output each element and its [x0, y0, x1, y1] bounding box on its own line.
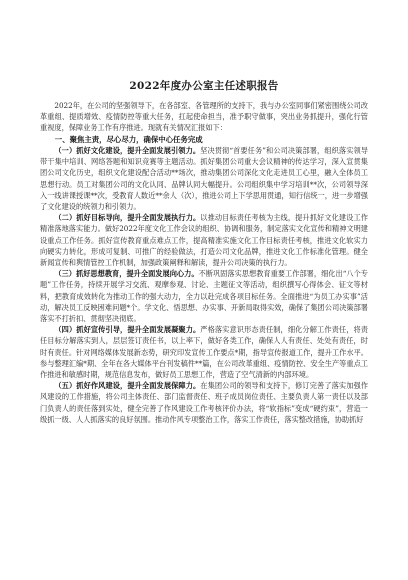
- item-lead-4: （四）抓好宣传引导，提升全面发展凝聚力。: [54, 325, 201, 335]
- intro-paragraph: 2022年，在公司的坚强领导下，在各部室、各管理所的支持下，我与办公室同事们紧密围绕公司改革重组、提质增效、疫情防控等重大任务，扛起使命担当，准予职守做事，突出业务抓提升，强化行管重视度，保障业务工作有序推进。现就有关情况汇报如下：: [40, 101, 368, 133]
- item-lead-5: （五）抓好作风建设，提升全面发展保障力。: [54, 381, 201, 391]
- item-body-5: 在集团公司的领导和支持下，修订完善了落实加强作风建设的工作措施，将公司主体责任、部门监督责任、班子成员岗位责任、主要负责人第一责任以及部门负责人的责任落到实处，健全完善了作风建设工作考核评价办法，将“软指标”变成“硬约束”，营造一级抓一级、人人抓落实的良好氛围。推动作风专项整治工作，落实工作责任，落实整改措施，协助抓好: [40, 381, 368, 424]
- item-lead-2: （二）抓好目标导向，提升全面发展执行力。: [54, 213, 201, 223]
- section-heading-1: 一、聚焦主责，尽心尽力，确保中心任务完成: [54, 134, 203, 144]
- item-body-3: 不断巩固落实思想教育重要工作部署，细化出“八个专题”工作任务，持续开展学习交流、观摩参观、讨论、主题征文等活动，组织撰写心得体会、征文等材料，把教育成效转化为推动工作的强大动力，全力以赴完成各项目标任务。全面推进“为员工办实事”活动，解决员工反映困难问题*个。学文化、悟思想、办实事、开新局取得实效，确保了集团公司决策部署落实不打折扣、贯彻坚决彻底。: [40, 269, 368, 324]
- item-body-1: 坚决贯彻“首要任务”和公司决策部署，组织落实领导带干集中培训、网络答题和知识竞赛等主题活动。抓好集团公司重大会议精神的传达学习，深入宣贯集团公司文化历史，组织文化建设配合活动**场次，推动集团公司深化文化走进员工心里，融入全体员工思想行动。员工对集团公司的文化认同、品牌认同大幅提升。公司组织集中学习培训**次，公司领导深入一线讲课授课**次，受教育人数近**余人（次），推进公司上下学思用贯通，知行信统一，进一步增强了文化建设的统领力和引领力。: [40, 146, 368, 212]
- item-body-2: 以推动目标责任考核为主线，提升抓好文化建设工作精准落地落实能力。做好2022年度文化工作会议的组织、协调和服务，制定落实文化宣传和精神文明建设重点工作任务。抓好宣传教育重点难点工作，提高精准实施文化工作目标责任考核，推进文化软实力向硬实力转化，形成可复制、可推广的经验做法，打造公司文化品牌，推进文化工作标准化管理。健全新闻宣传和舆情管控工作机制，加强政策阐释和解读，提升公司决策的执行力。: [40, 213, 368, 268]
- document-title: 2022年度办公室主任述职报告: [129, 80, 279, 92]
- item-paragraph-3: [40, 268, 368, 324]
- item-body-4: 严格落实意识形态责任制，细化分解工作责任，将责任目标分解落实到人，层层签订责任书，以上率下，做好各类工作，确保人人有责任、处处有责任，时时有责任。针对网络媒体发展新态势，研究印发宣传工作要点*期，指导宣传报道工作，提升工作水平。参与整理汇编*期、全年在各大媒体平台刊发稿件**篇，在公司改革重组、疫情防控、安全生产等重点工作推进和敏感时期，规范信息发布，做好员工思想工作，营造了空气清新的内部环境。: [40, 325, 368, 380]
- item-lead-3: （三）抓好思想教育，提升全面发展向心力。: [54, 269, 199, 279]
- item-paragraph-2: [40, 212, 368, 268]
- item-paragraph-5: [40, 380, 368, 425]
- item-paragraph-4: [40, 324, 368, 380]
- item-paragraph-1: [40, 145, 368, 212]
- item-lead-1: （一）抓好文化建设，提升全面发展引领力。: [54, 146, 201, 156]
